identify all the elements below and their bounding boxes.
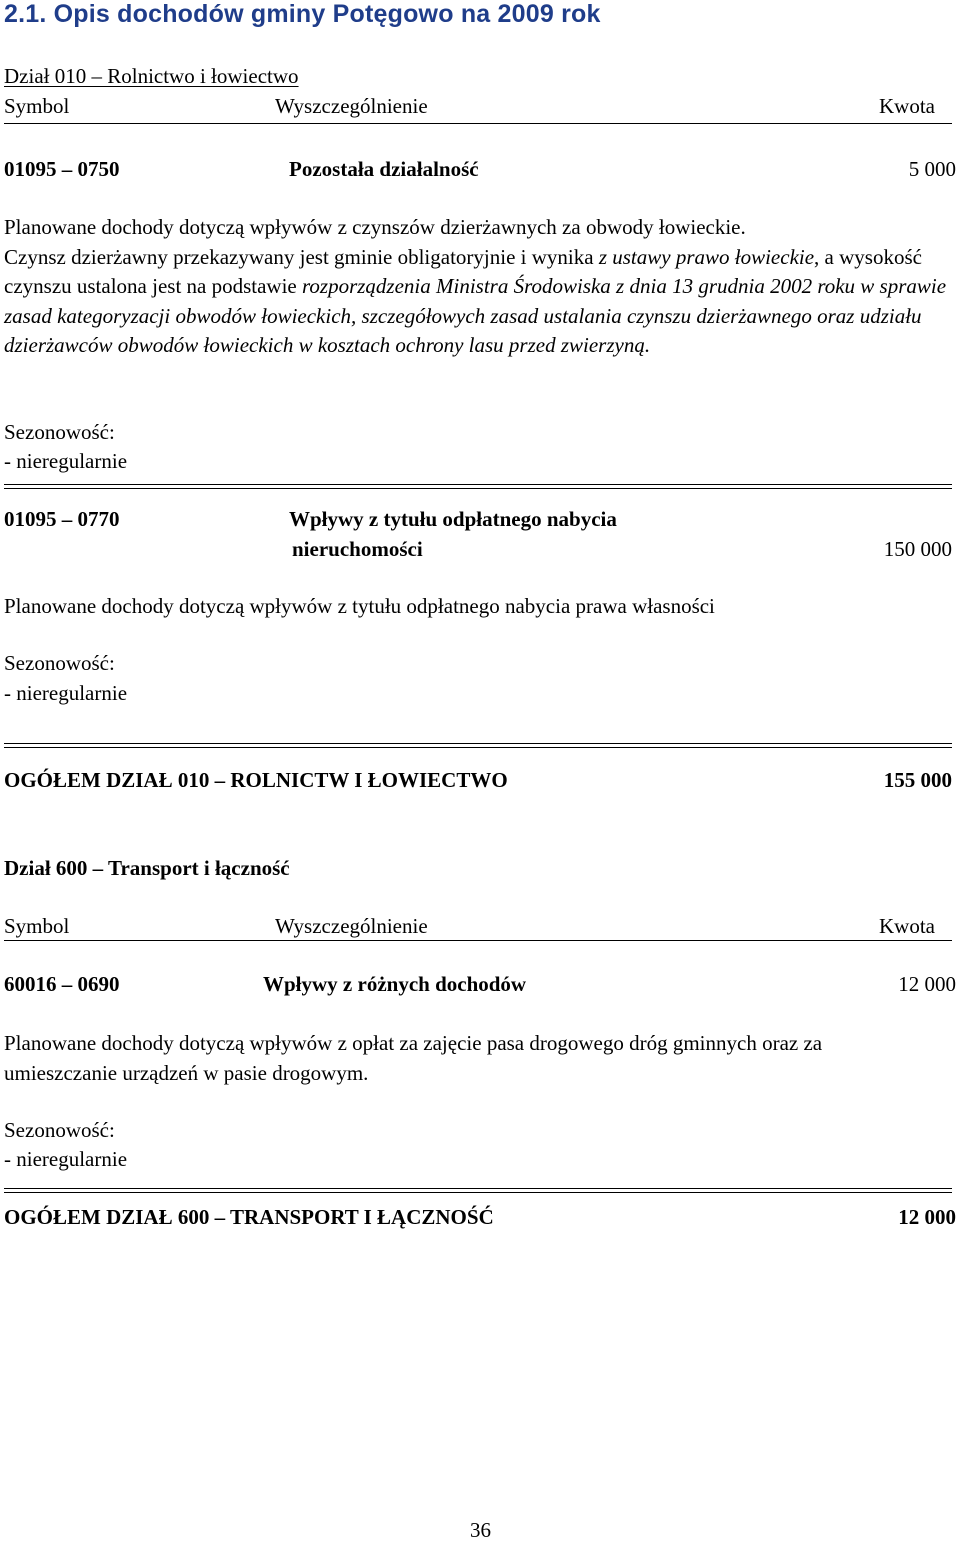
item-amount: 12 000 <box>898 972 956 996</box>
column-header-description: Wyszczególnienie <box>275 94 428 118</box>
section-heading-010: Dział 010 – Rolnictwo i łowiectwo <box>4 64 299 88</box>
description-line: Planowane dochody dotyczą wpływów z czynszów dzierżawnych za obwody łowieckie. <box>4 215 746 239</box>
seasonality-value: - nieregularnie <box>4 1147 128 1171</box>
seasonality-value: - nieregularnie <box>4 681 128 705</box>
column-header-amount: Kwota <box>879 914 935 938</box>
section-total-amount: 12 000 <box>898 1205 956 1229</box>
section-heading-600: Dział 600 – Transport i łączność <box>4 856 290 880</box>
page-number: 36 <box>470 1518 491 1542</box>
section-divider <box>4 1188 952 1193</box>
seasonality-label: Sezonowość: <box>4 1118 115 1142</box>
item-amount: 150 000 <box>883 537 952 561</box>
item-code: 01095 – 0750 <box>4 157 120 181</box>
item-name: Pozostała działalność <box>289 157 479 181</box>
page-title: 2.1. Opis dochodów gminy Potęgowo na 2009 rok <box>4 0 601 28</box>
section-divider <box>4 743 952 748</box>
column-header-symbol: Symbol <box>4 94 70 118</box>
section-total-label: OGÓŁEM DZIAŁ 600 – TRANSPORT I ŁĄCZNOŚĆ <box>4 1205 494 1229</box>
item-amount: 5 000 <box>908 157 956 181</box>
description-italic-law: z ustawy prawo łowieckie <box>598 244 815 269</box>
section-divider <box>4 484 952 489</box>
column-header-amount: Kwota <box>879 94 935 118</box>
item-code: 01095 – 0770 <box>4 507 120 531</box>
section-total-amount: 155 000 <box>883 768 952 792</box>
description-text: , a wysokość czynszu ustalona jest na podstawie <box>4 244 922 299</box>
item-name: Wpływy z tytułu odpłatnego nabycia <box>289 507 617 531</box>
section-total-label: OGÓŁEM DZIAŁ 010 – ROLNICTW I ŁOWIECTWO <box>4 768 508 792</box>
description-text: Czynsz dzierżawny przekazywany jest gminie obligatoryjnie i wynika <box>4 244 599 269</box>
item-description: Planowane dochody dotyczą wpływów z opłat za zajęcie pasa drogowego dróg gminnych oraz za umieszczanie urządzeń w pasie drogowym. <box>4 1031 823 1085</box>
seasonality-value: - nieregularnie <box>4 449 128 473</box>
description-italic-regulation: rozporządzenia Ministra Środowiska z dnia 13 grudnia 2002 roku w sprawie zasad kategoryzacji obwodów łowieckich, szczegółowych zasad ustalania czynszu dzierżawnego oraz udziału dzierżawców obwodów łowieckich w kosztach ochrony lasu przed zwierzyną. <box>4 274 947 358</box>
column-header-symbol: Symbol <box>4 914 70 938</box>
item-description: Planowane dochody dotyczą wpływów z tytułu odpłatnego nabycia prawa własności <box>4 594 715 618</box>
item-code: 60016 – 0690 <box>4 972 120 996</box>
header-underline <box>4 123 952 124</box>
header-underline <box>4 940 952 941</box>
seasonality-label: Sezonowość: <box>4 420 115 444</box>
item-name-continued: nieruchomości <box>292 537 423 561</box>
item-description <box>4 213 956 361</box>
column-header-description: Wyszczególnienie <box>275 914 428 938</box>
seasonality-label: Sezonowość: <box>4 651 115 675</box>
item-name: Wpływy z różnych dochodów <box>263 972 527 996</box>
